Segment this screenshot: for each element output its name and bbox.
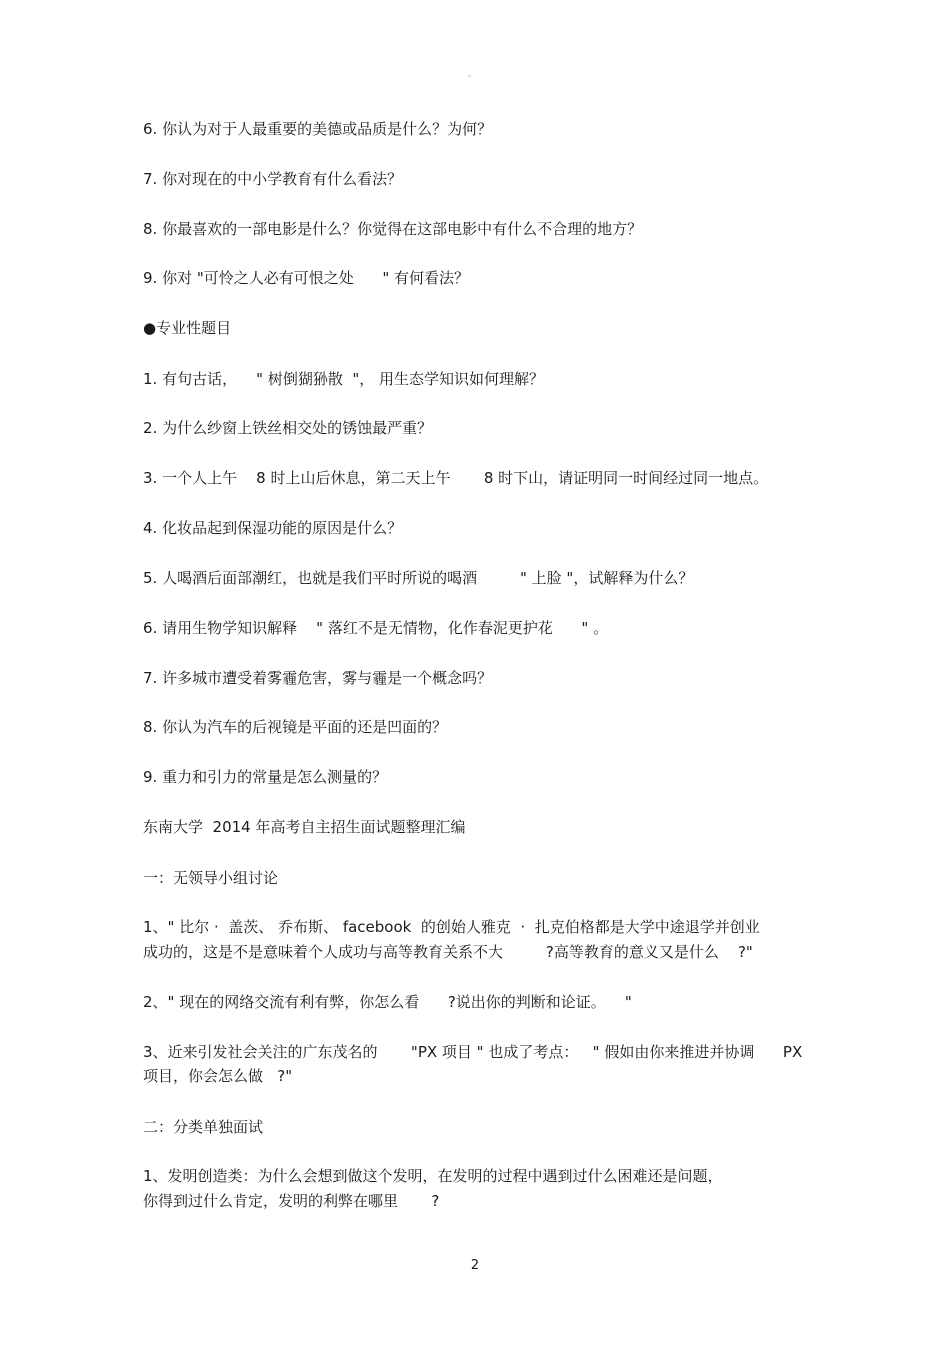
question-line: 3. 一个人上午 8 时上山后休息，第二天上午 8 时下山，请证明同一时间经过同一地点。 — [143, 469, 769, 487]
page-number: 2 — [470, 1258, 480, 1273]
header-mark: 。 — [468, 69, 476, 78]
question-line: 1. 有句古话， " 树倒猢狲散 "， 用生态学知识如何理解？ — [143, 370, 545, 388]
document-subtitle: 东南大学 2014 年高考自主招生面试题整理汇编 — [143, 818, 466, 836]
question-line: 7. 你对现在的中小学教育有什么看法？ — [143, 170, 403, 188]
question-line: 5. 人喝酒后面部潮红，也就是我们平时所说的喝酒 " 上脸 "，试解释为什么？ — [143, 569, 694, 587]
question-line: 3、近来引发社会关注的广东茂名的 "PX 项目 " 也成了考点： " 假如由你来推进并协调 PX — [143, 1043, 803, 1061]
question-line: 项目，你会怎么做 ?" — [143, 1067, 293, 1085]
section-heading: 一：无领导小组讨论 — [143, 869, 279, 887]
section-heading: 二：分类单独面试 — [143, 1118, 264, 1136]
question-line: 2. 为什么纱窗上铁丝相交处的锈蚀最严重？ — [143, 419, 433, 437]
question-line: 7. 许多城市遭受着雾霾危害，雾与霾是一个概念吗？ — [143, 669, 493, 687]
question-line: 6. 你认为对于人最重要的美德或品质是什么？为何？ — [143, 120, 493, 138]
question-line: 9. 你对 "可怜之人必有可恨之处 " 有何看法？ — [143, 269, 470, 287]
question-line: 1、发明创造类：为什么会想到做这个发明，在发明的过程中遇到过什么困难还是问题， — [143, 1167, 723, 1185]
section-heading: ●专业性题目 — [143, 319, 232, 337]
question-line: 8. 你最喜欢的一部电影是什么？你觉得在这部电影中有什么不合理的地方？ — [143, 220, 643, 238]
question-line: 1、" 比尔 · 盖茨、 乔布斯、 facebook 的创始人雅克 · 扎克伯格都是大学中途退学并创业 — [143, 918, 760, 936]
question-line: 成功的，这是不是意味着个人成功与高等教育关系不大 ?高等教育的意义又是什么 ?" — [143, 943, 753, 961]
question-line: 2、" 现在的网络交流有利有弊，你怎么看 ?说出你的判断和论证。 " — [143, 993, 632, 1011]
question-line: 你得到过什么肯定，发明的利弊在哪里 ? — [143, 1192, 440, 1210]
question-line: 8. 你认为汽车的后视镜是平面的还是凹面的？ — [143, 718, 448, 736]
question-line: 6. 请用生物学知识解释 " 落红不是无情物，化作春泥更护花 " 。 — [143, 619, 609, 637]
question-line: 4. 化妆品起到保湿功能的原因是什么？ — [143, 519, 403, 537]
question-line: 9. 重力和引力的常量是怎么测量的？ — [143, 768, 388, 786]
